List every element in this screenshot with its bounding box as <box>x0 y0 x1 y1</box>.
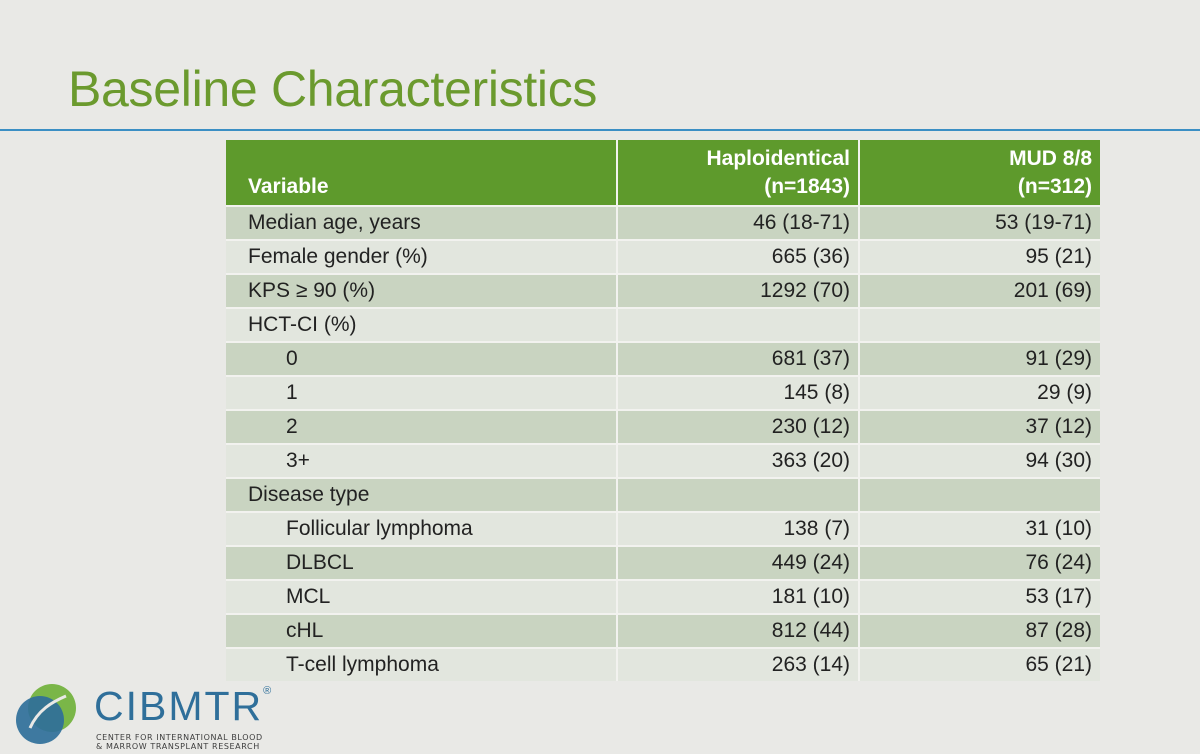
table-row <box>226 614 1100 648</box>
cell-mud: 65 (21) <box>859 648 1100 681</box>
cell-haploidentical: 681 (37) <box>617 342 859 376</box>
cell-mud: 94 (30) <box>859 444 1100 478</box>
cell-variable: MCL <box>226 580 617 614</box>
logo-registered-mark: ® <box>263 685 274 697</box>
cell-haploidentical: 812 (44) <box>617 614 859 648</box>
cell-mud: 95 (21) <box>859 240 1100 274</box>
cell-variable: DLBCL <box>226 546 617 580</box>
header-haplo-n: (n=1843) <box>764 175 850 198</box>
table-row <box>226 580 1100 614</box>
logo-subtitle-line2: & MARROW TRANSPLANT RESEARCH <box>96 742 260 751</box>
table-row <box>226 376 1100 410</box>
cell-variable: KPS ≥ 90 (%) <box>226 274 617 308</box>
header-mud-n: (n=312) <box>1017 175 1092 198</box>
cell-haploidentical: 145 (8) <box>617 376 859 410</box>
cell-mud: 53 (19-71) <box>859 206 1100 240</box>
slide-title: Baseline Characteristics <box>68 61 598 117</box>
logo-name: CIBMTR <box>94 683 264 729</box>
cell-mud: 91 (29) <box>859 342 1100 376</box>
title-divider <box>0 129 1200 131</box>
cell-haploidentical: 138 (7) <box>617 512 859 546</box>
table-row <box>226 274 1100 308</box>
cell-haploidentical: 46 (18-71) <box>617 206 859 240</box>
cell-variable: Median age, years <box>226 206 617 240</box>
cell-haploidentical <box>617 478 859 512</box>
table-row <box>226 478 1100 512</box>
table-row <box>226 240 1100 274</box>
table-row <box>226 512 1100 546</box>
cell-mud: 31 (10) <box>859 512 1100 546</box>
cell-mud <box>859 308 1100 342</box>
cell-variable: 0 <box>226 342 617 376</box>
cell-haploidentical: 181 (10) <box>617 580 859 614</box>
cell-haploidentical: 449 (24) <box>617 546 859 580</box>
cell-haploidentical: 230 (12) <box>617 410 859 444</box>
cell-mud: 87 (28) <box>859 614 1100 648</box>
cell-variable: 2 <box>226 410 617 444</box>
header-haplo-label: Haploidentical <box>706 147 850 170</box>
cell-variable: Follicular lymphoma <box>226 512 617 546</box>
table-row <box>226 648 1100 681</box>
cell-variable: 3+ <box>226 444 617 478</box>
table-row <box>226 444 1100 478</box>
cell-mud: 76 (24) <box>859 546 1100 580</box>
logo-subtitle-line1: CENTER FOR INTERNATIONAL BLOOD <box>96 733 263 742</box>
table-row <box>226 410 1100 444</box>
table-row <box>226 342 1100 376</box>
cibmtr-logo-icon <box>16 680 78 746</box>
cell-variable: Female gender (%) <box>226 240 617 274</box>
table-body <box>226 206 1100 681</box>
cell-haploidentical: 665 (36) <box>617 240 859 274</box>
header-mud <box>859 140 1100 206</box>
cell-mud: 29 (9) <box>859 376 1100 410</box>
header-variable: Variable <box>226 140 617 206</box>
table-row <box>226 308 1100 342</box>
cell-variable: T-cell lymphoma <box>226 648 617 681</box>
baseline-table <box>226 140 1100 681</box>
cell-variable: Disease type <box>226 478 617 512</box>
cell-haploidentical: 363 (20) <box>617 444 859 478</box>
cibmtr-logo <box>16 678 316 751</box>
table-header-row <box>226 140 1100 206</box>
cell-mud: 201 (69) <box>859 274 1100 308</box>
table-row <box>226 546 1100 580</box>
cell-mud: 37 (12) <box>859 410 1100 444</box>
logo-wordmark <box>94 683 274 729</box>
header-mud-label: MUD 8/8 <box>1009 147 1092 170</box>
cell-variable: cHL <box>226 614 617 648</box>
cell-haploidentical: 1292 (70) <box>617 274 859 308</box>
cell-haploidentical <box>617 308 859 342</box>
header-haploidentical <box>617 140 859 206</box>
cell-mud: 53 (17) <box>859 580 1100 614</box>
cell-mud <box>859 478 1100 512</box>
cell-haploidentical: 263 (14) <box>617 648 859 681</box>
cell-variable: 1 <box>226 376 617 410</box>
cell-variable: HCT-CI (%) <box>226 308 617 342</box>
table-row <box>226 206 1100 240</box>
